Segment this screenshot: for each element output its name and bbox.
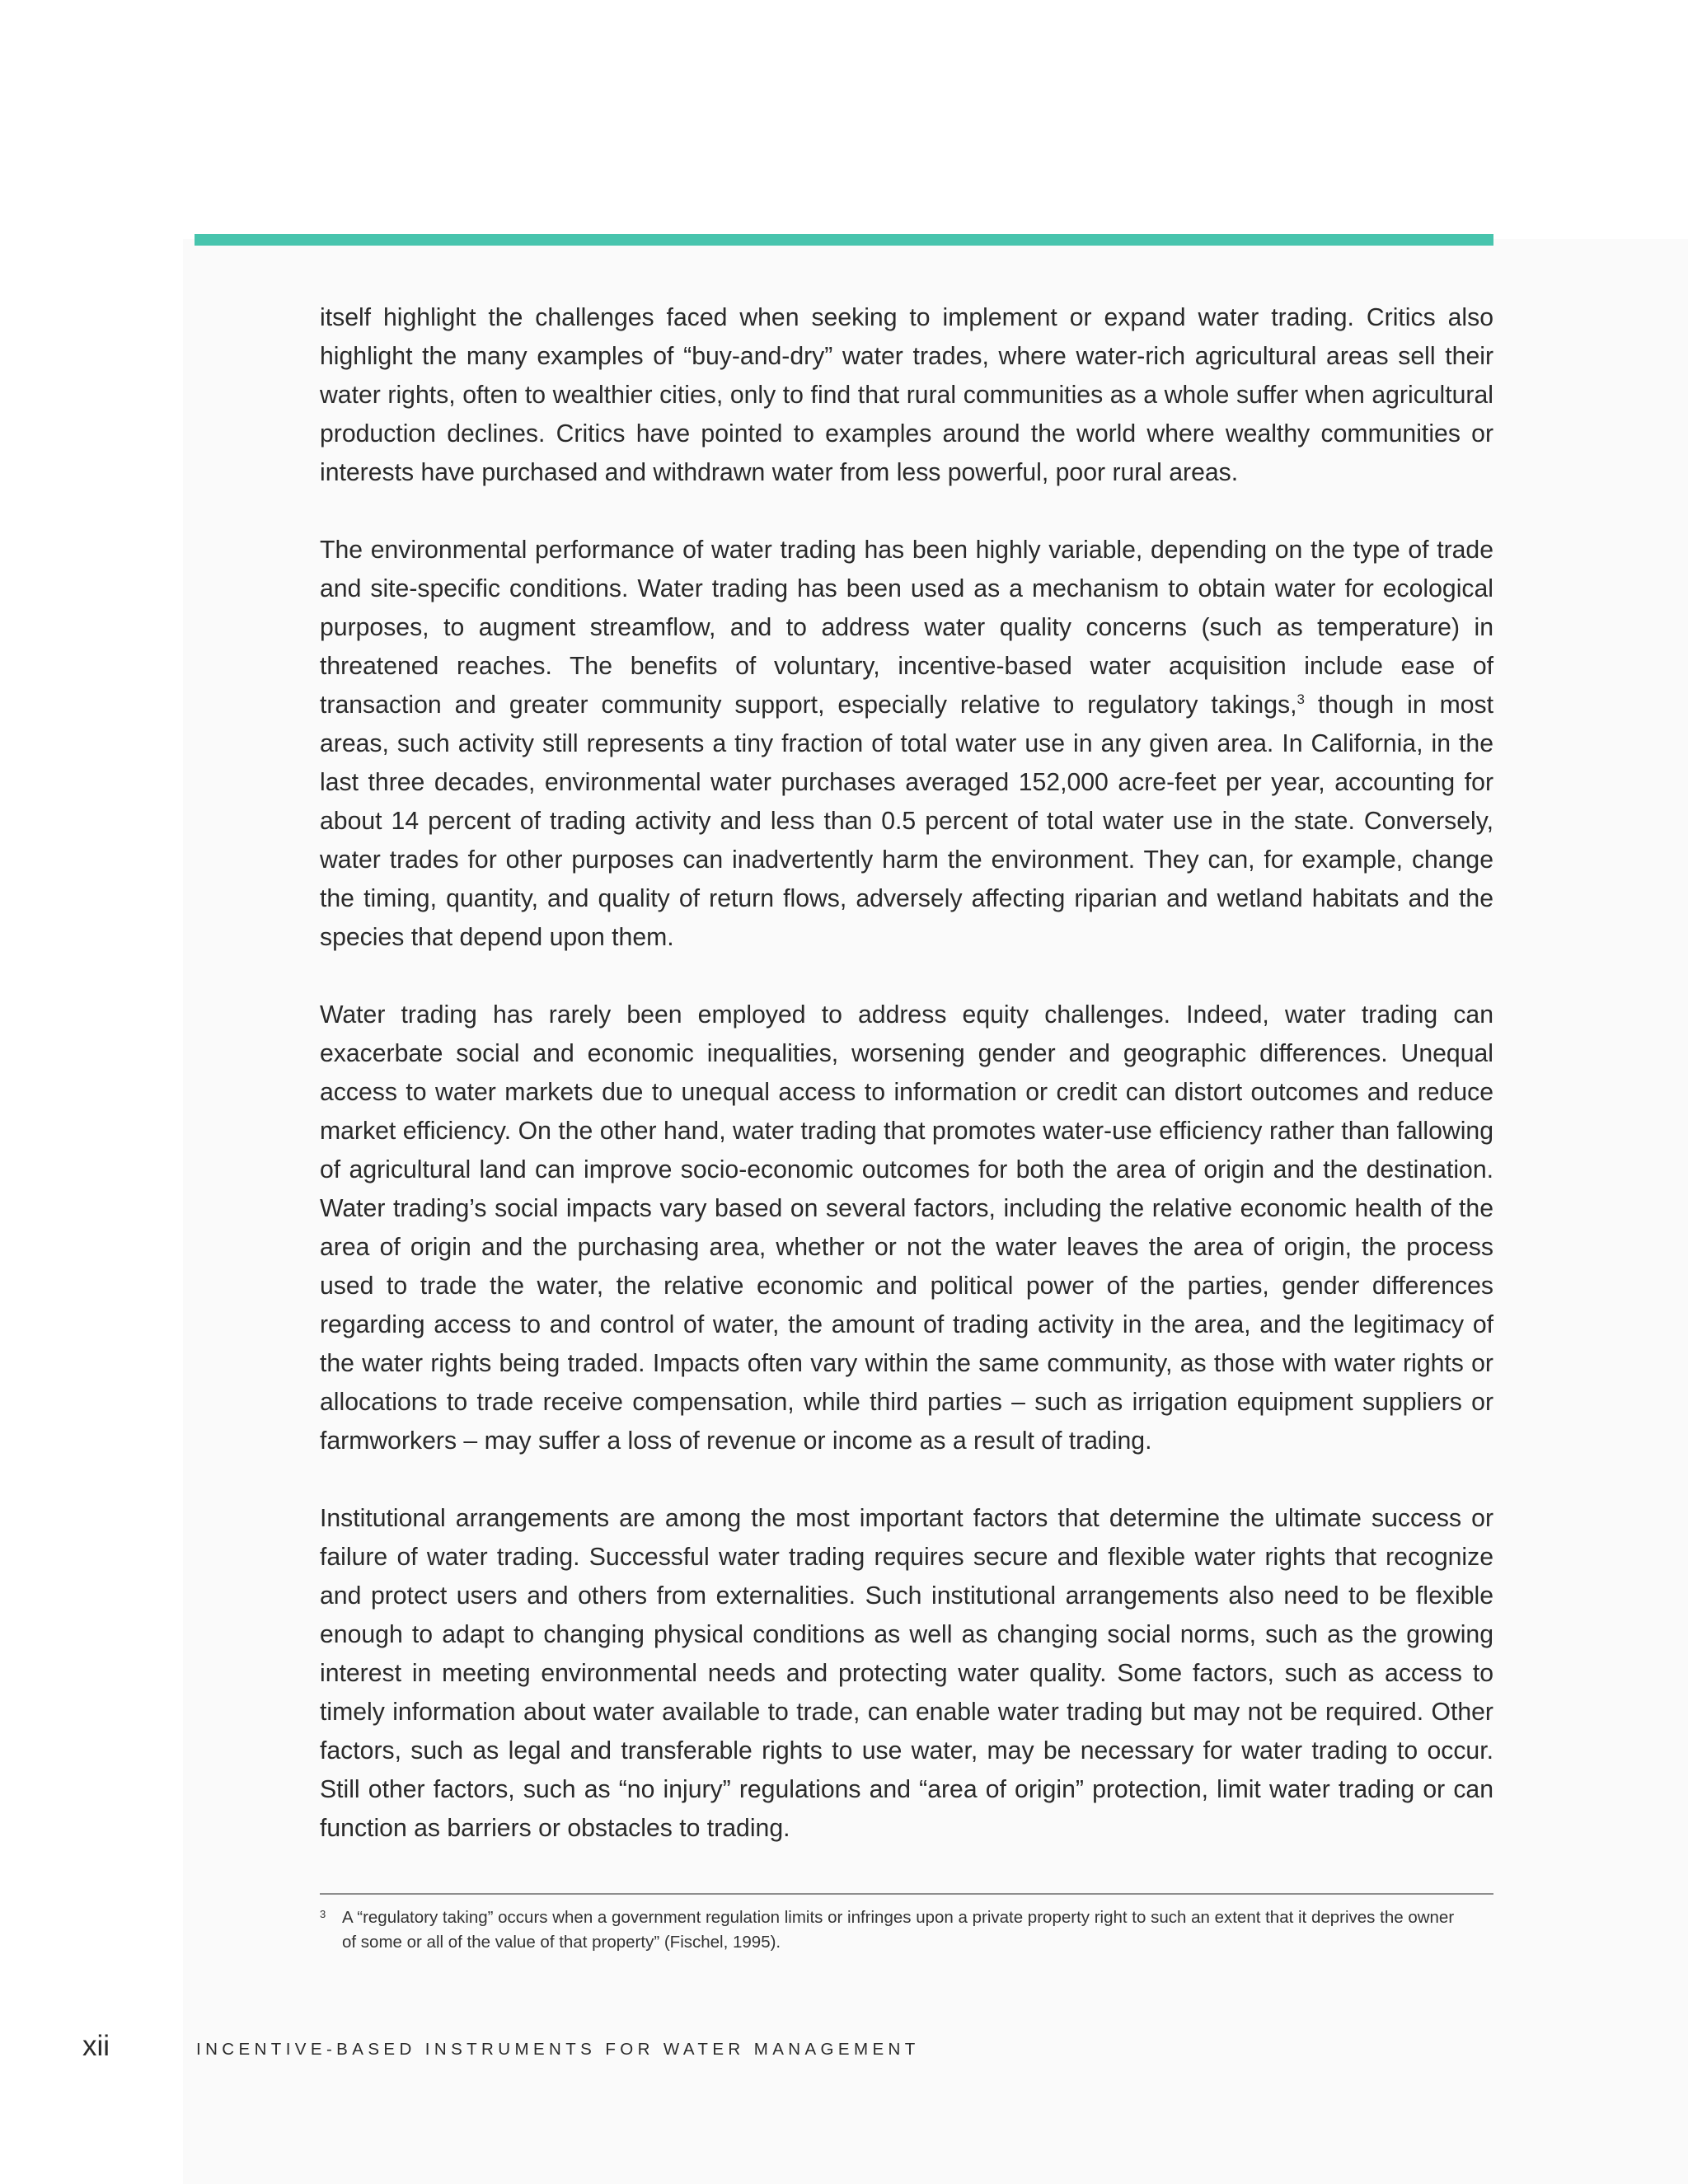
paragraph-1: itself highlight the challenges faced when seeking to implement or expand water trading. Critics also highlight the many examples of “buy-and-dry” water trades, where water-rich agricultural areas sell their water rights, often to wealthier cities, only to find that rural communities as a whole suffer when agricultural production declines. Critics have pointed to examples around the world where wealthy communities or interests have purchased and withdrawn water from less powerful, poor rural areas. <box>320 304 1493 486</box>
body-text <box>320 298 1493 1848</box>
page-number: xii <box>82 2030 110 2062</box>
footnote-divider <box>320 1893 1493 1895</box>
footnote <box>320 1905 1455 1955</box>
accent-rule <box>195 234 1493 246</box>
paragraph-2 <box>320 531 1493 957</box>
paragraph-2-text-after-ref: though in most areas, such activity still represents a tiny fraction of total water use in any given area. In California, in the last three decades, environmental water purchases averaged 152,000 acre-feet per year, accounting for about 14 percent of trading activity and less than 0.5 percent of total water use in the state. Conversely, water trades for other purposes can inadvertently harm the environment. They can, for example, change the timing, quantity, and quality of return flows, adversely affecting riparian and wetland habitats and the species that depend upon them. <box>320 691 1493 951</box>
paragraph-3: Water trading has rarely been employed to address equity challenges. Indeed, water trading can exacerbate social and economic inequalities, worsening gender and geographic differences. Unequal access to water markets due to unequal access to information or credit can distort outcomes and reduce market efficiency. On the other hand, water trading that promotes water-use efficiency rather than fallowing of agricultural land can improve socio-economic outcomes for both the area of origin and the destination. Water trading’s social impacts vary based on several factors, including the relative economic health of the area of origin and the purchasing area, whether or not the water leaves the area of origin, the process used to trade the water, the relative economic and political power of the parties, gender differences regarding access to and control of water, the amount of trading activity in the area, and the legitimacy of the water rights being traded. Impacts often vary within the same community, as those with water rights or allocations to trade receive compensation, while third parties – such as irrigation equipment suppliers or farmworkers – may suffer a loss of revenue or income as a result of trading. <box>320 1001 1493 1455</box>
paragraph-2-text-before-ref: The environmental performance of water trading has been highly variable, depending on the type of trade and site-specific conditions. Water trading has been used as a mechanism to obtain water for ecological purposes, to augment streamflow, and to address water quality concerns (such as temperature) in threatened reaches. The benefits of voluntary, incentive-based water acquisition include ease of transaction and greater community support, especially relative to regulatory takings, <box>320 537 1493 719</box>
footnote-number: 3 <box>320 1908 326 1920</box>
footnote-text: A “regulatory taking” occurs when a government regulation limits or infringes upon a private property right to such an extent that it deprives the owner of some or all of the value of that property” (Fischel, 1995). <box>342 1908 1455 1952</box>
paragraph-4: Institutional arrangements are among the most important factors that determine the ultimate success or failure of water trading. Successful water trading requires secure and flexible water rights that recognize and protect users and others from externalities. Such institutional arrangements also need to be flexible enough to adapt to changing physical conditions as well as changing social norms, such as the growing interest in meeting environmental needs and protecting water quality. Some factors, such as access to timely information about water available to trade, can enable water trading but may not be required. Other factors, such as legal and transferable rights to use water, may be necessary for water trading to occur. Still other factors, such as “no injury” regulations and “area of origin” protection, limit water trading or can function as barriers or obstacles to trading. <box>320 1505 1493 1842</box>
footnote-reference[interactable]: 3 <box>1296 691 1305 707</box>
running-footer-title: INCENTIVE-BASED INSTRUMENTS FOR WATER MANAGEMENT <box>196 2040 920 2059</box>
